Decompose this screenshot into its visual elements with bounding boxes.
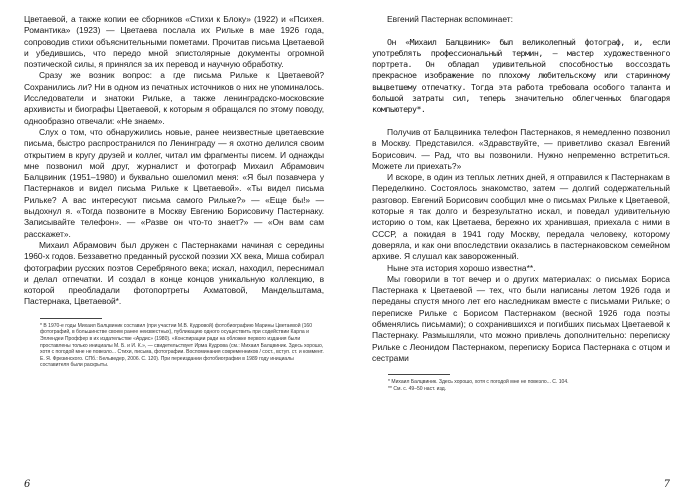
paragraph: Получив от Балцвиника телефон Пастернаков, я немедленно позвонил в Москву. Представился. «Здравствуйте, — приветливо сказал Евгений Борисович. — Рад, что вы позвонили. Нужно непременно встретиться. Можете ли приехать?» <box>372 126 670 171</box>
footnote: ** См. с. 49–50 наст. изд. <box>388 385 447 392</box>
block-quote: Он «Михаил Балцвиник» был великолепный фотограф, и, если употреблять профессиональный термин, — мастер художественного портрета. Он обладал удивительной способностью воссоздать прекрасное изображение по плохому любительскому или старинному выцветшему отпечатку. Тогда эта работа требовала особого таланта и большой затраты сил, теперь значительно облегченных благодаря компьютеру*. <box>372 36 670 115</box>
right-page <box>372 14 670 494</box>
spacer <box>372 25 670 36</box>
footnote-rule <box>388 374 450 375</box>
paragraph: Сразу же возник вопрос: а где письма Рильке к Цветаевой? Сохранились ли? Ни в одном из печатных источников о них не упоминалось. Исследователи и знатоки Рильке, а также ленинградско-московские архивисты и биографы Цветаевой, к которым я обращался по этому поводу, однообразно отвечали: «Не знаем». <box>24 70 324 126</box>
paragraph: Ныне эта история хорошо известна**. <box>387 262 536 273</box>
spacer <box>372 116 670 127</box>
footnote-rule <box>40 318 102 319</box>
paragraph: Михаил Абрамович был дружен с Пастернаками начиная с середины 1960-х годов. Беззаветно преданный русской поэзии XX века, Миша собирал фотографии русских поэтов Серебряного века; искал, находил, переснимал и делал отпечатки. И создал в конце концов уникальную коллекцию, в которой преобладали фотопортреты Ахматовой, Мандельштама, Пастернака, Цветаевой*. <box>24 239 324 307</box>
paragraph: И вскоре, в один из теплых летних дней, я отправился к Пастернакам в Переделкино. Состоялось знакомство, затем — долгий содержательный разговор. Евгений Борисович сообщил мне о письмах Рильке к Цветаевой, которые я так долго и безрезультатно искал, и поведал удивительную историю о том, как Цветаева, бережно их хранившая, приехала с ними в СССР, а покидая в 1941 году Москву, передала человеку, которому доверяла, и как они впоследствии оказались в пастернаковском семейном архиве. Я слушал как завороженный. <box>372 172 670 262</box>
page-number: 6 <box>24 479 31 490</box>
paragraph: Цветаевой, а также копии ее сборников «Стихи к Блоку» (1922) и «Психея. Романтика» (1923) — Цветаева послала их Рильке в мае 1926 года, сопроводив стихи объяснительными пометами. Прочитав письма Цветаевой и убедившись, что передо мной эпистолярные документы огромной поэтической силы, я принялся за их перевод и научную обработку. <box>24 14 324 70</box>
paragraph: Слух о том, что обнаружились новые, ранее неизвестные цветаевские письма, быстро распространился по Ленинграду — я охотно делился своим открытием в кругу друзей и коллег, читал им фрагменты писем. И однажды мне позвонил мой друг, журналист и фотограф Михаил Абрамович Балцвиник (1951–1980) и буквально ошеломил меня: «Я был позавчера у Пастернаков и видел письма Рильке к Цветаевой». «Ты видел письма Рильке? А вас интересуют письма самого Рильке?» — «Еще бы!» — выдохнул я. «Тогда позвоните в Москву Евгению Борисовичу Пастернаку. Записывайте телефон». — «Разве он что-то знает?» — «Он вам сам расскажет». <box>24 126 324 239</box>
page-number: 7 <box>663 479 670 490</box>
footnote: * В 1970-е годы Михаил Балцвиник составил (при участии М.В. Кудровой) фотобиографию Марины Цветаевой (160 фотографий, в большинстве своем ранее неизвестных), публикацию одного осуществить при содействии Карла и Эллендеи Проффер в их издательстве «Ардис» (1980). «Конспирации ради на обложке первого издания были проставлены только инициалы М. Б. и И. К.», — свидетельствует Ирма Кудрова (см.: Михаил Балцвиник. Здесь хорошо, хотя с погодой мне не повезло... Стихи, письма, фотографии. Воспоминания современников / сост., вступ. ст. и коммент. Е. Я. Фрезинского. СПб.: Бельведер, 2006. С. 120). При переиздании фотобиографии в 1989 году инициалы составителя были раскрыты. <box>40 322 324 369</box>
left-page <box>24 14 324 494</box>
footnote: * Михаил Балцвиник. Здесь хорошо, хотя с погодой мне не повезло... С. 104. <box>388 379 569 386</box>
paragraph: Мы говорили в тот вечер и о других материалах: о письмах Бориса Пастернака к Цветаевой — тех, что были написаны летом 1926 года и переданы спустя много лет его наследникам вместе с письмами Рильке; о переписке Рильке с Борисом Пастернаком (весной 1926 года поэты обменялись письмами); о сохранившихся и погибших письмах Цветаевой к Пастернаку. Размышляли, что можно привлечь дополнительно: переписку Рильке с Леонидом Пастернаком, переписку Бориса Пастернака с отцом и сестрами <box>372 273 670 363</box>
intro-line: Евгений Пастернак вспоминает: <box>387 14 513 24</box>
